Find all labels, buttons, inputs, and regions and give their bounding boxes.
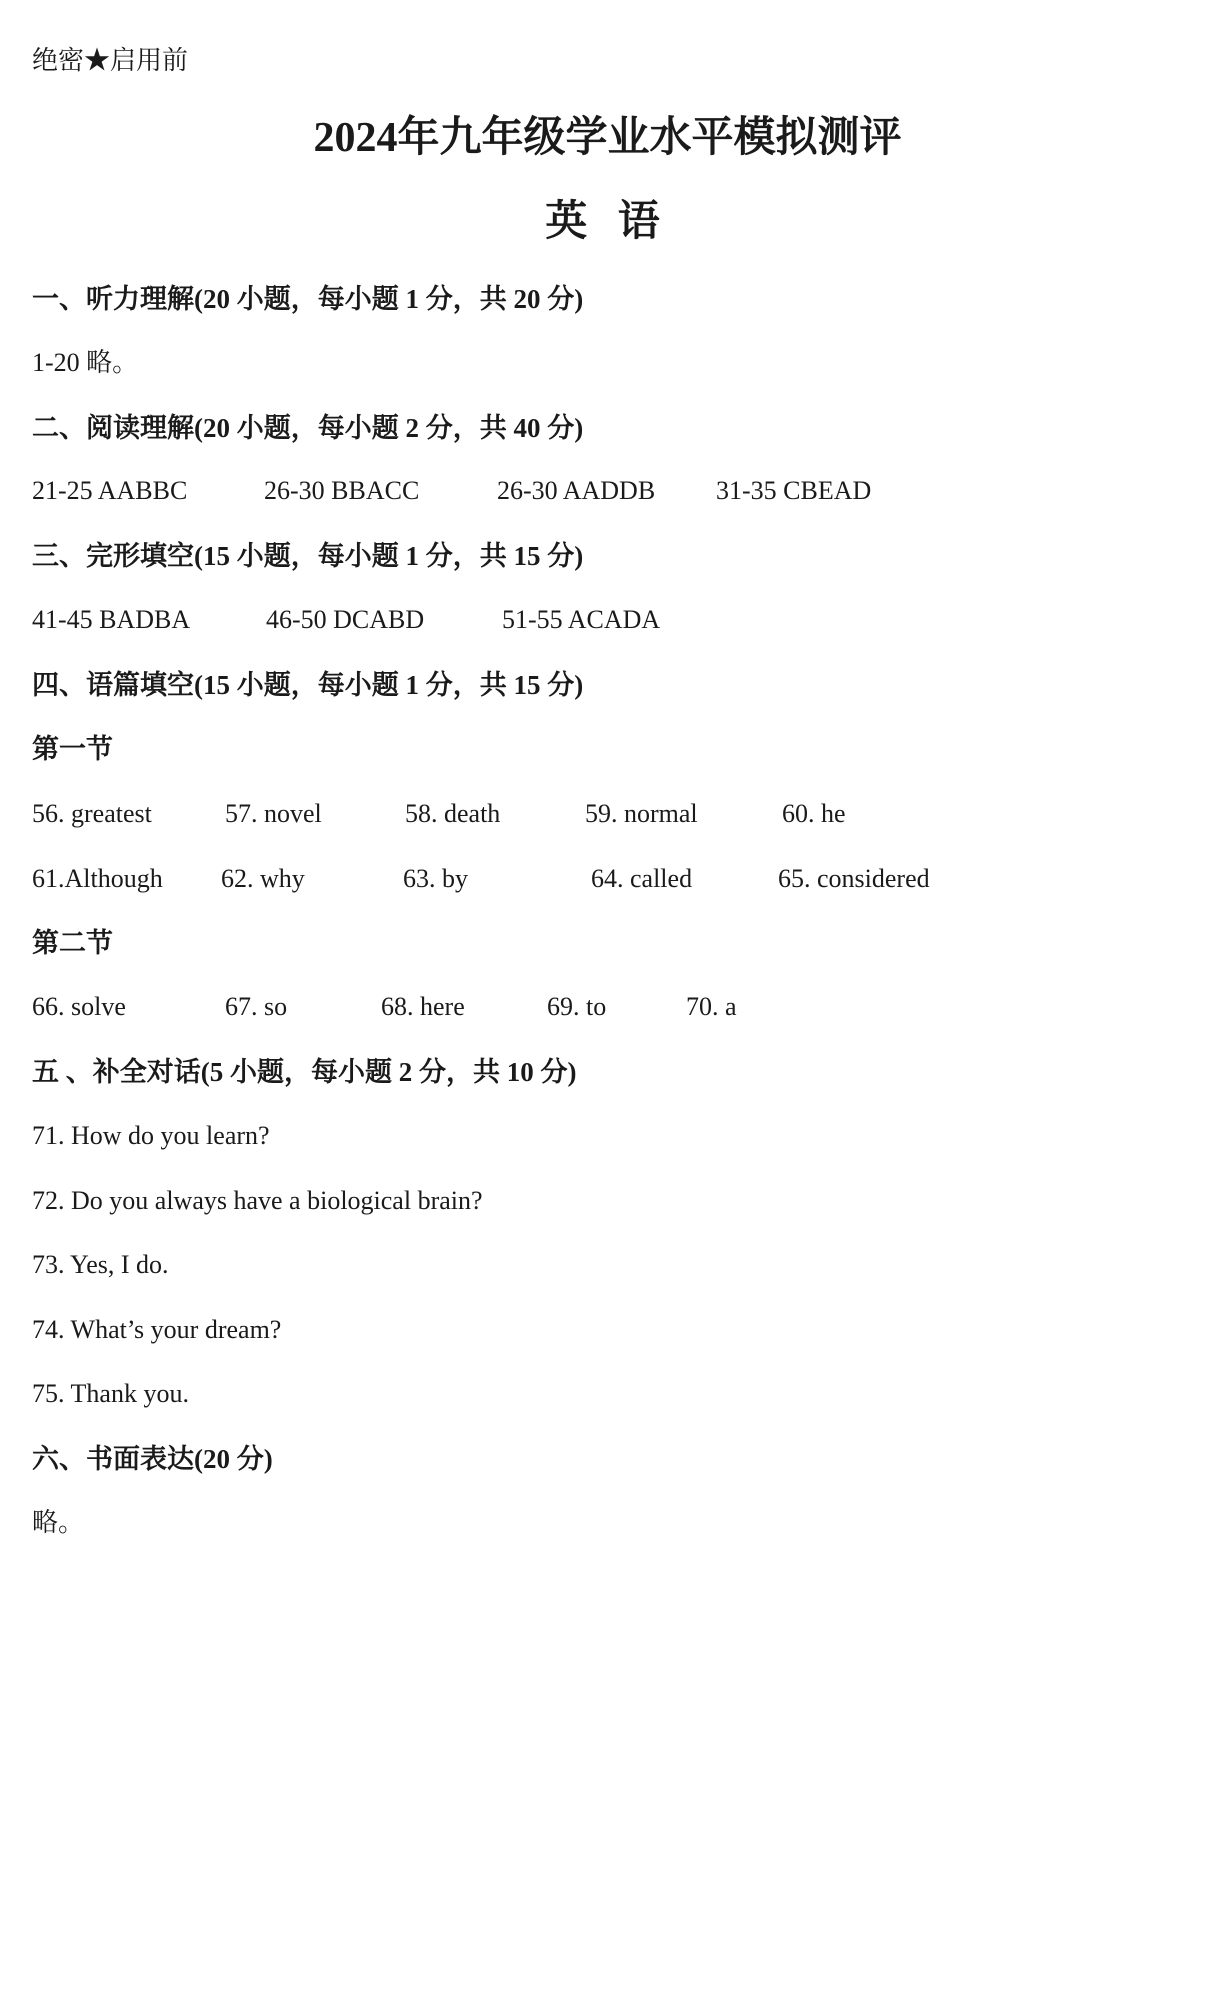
answer-item: 63. by bbox=[403, 864, 468, 893]
dialogue-answer: 72. Do you always have a biological brain? bbox=[32, 1186, 483, 1215]
answer-item: 59. normal bbox=[585, 799, 698, 828]
answer-group: 51-55 ACADA bbox=[502, 605, 661, 634]
answer-item: 68. here bbox=[381, 992, 465, 1021]
answer-group: 31-35 CBEAD bbox=[716, 476, 872, 505]
answer-item: 66. solve bbox=[32, 992, 126, 1021]
answer-item: 61.Although bbox=[32, 864, 163, 893]
answer-item: 57. novel bbox=[225, 799, 322, 828]
section-3-heading: 三、完形填空(15 小题，每小题 1 分，共 15 分) bbox=[32, 541, 584, 571]
answer-item: 64. called bbox=[591, 864, 693, 893]
answer-item: 62. why bbox=[221, 864, 305, 893]
dialogue-answer: 75. Thank you. bbox=[32, 1379, 189, 1408]
dialogue-answer: 71. How do you learn? bbox=[32, 1121, 270, 1150]
answer-item: 65. considered bbox=[778, 864, 930, 893]
answer-group: 26-30 AADDB bbox=[497, 476, 656, 505]
section-1-heading: 一、听力理解(20 小题，每小题 1 分，共 20 分) bbox=[32, 284, 584, 314]
section-5-heading: 五 、补全对话(5 小题，每小题 2 分，共 10 分) bbox=[32, 1057, 577, 1087]
answer-group: 26-30 BBACC bbox=[264, 476, 420, 505]
part-2-label: 第二节 bbox=[32, 928, 113, 958]
answer-item: 60. he bbox=[782, 799, 846, 828]
subject-title: 英 语 bbox=[545, 199, 670, 245]
answer-group: 21-25 AABBC bbox=[32, 476, 188, 505]
answer-group: 41-45 BADBA bbox=[32, 605, 191, 634]
section-4-heading: 四、语篇填空(15 小题，每小题 1 分，共 15 分) bbox=[32, 670, 584, 700]
confidential-label: 绝密★启用前 bbox=[32, 46, 189, 75]
section-6-heading: 六、书面表达(20 分) bbox=[32, 1444, 273, 1474]
part-1-label: 第一节 bbox=[32, 734, 113, 764]
answer-item: 69. to bbox=[547, 992, 607, 1021]
section-2-heading: 二、阅读理解(20 小题，每小题 2 分，共 40 分) bbox=[32, 413, 584, 443]
section-6-answer: 略。 bbox=[32, 1508, 85, 1537]
dialogue-answer: 73. Yes, I do. bbox=[32, 1250, 169, 1279]
answer-item: 58. death bbox=[405, 799, 501, 828]
answer-item: 56. greatest bbox=[32, 799, 152, 828]
section-1-answer: 1-20 略。 bbox=[32, 348, 139, 377]
document-title: 2024年九年级学业水平模拟测评 bbox=[313, 115, 902, 161]
answer-item: 67. so bbox=[225, 992, 288, 1021]
answer-item: 70. a bbox=[686, 992, 737, 1021]
answer-group: 46-50 DCABD bbox=[266, 605, 425, 634]
dialogue-answer: 74. What’s your dream? bbox=[32, 1315, 282, 1344]
